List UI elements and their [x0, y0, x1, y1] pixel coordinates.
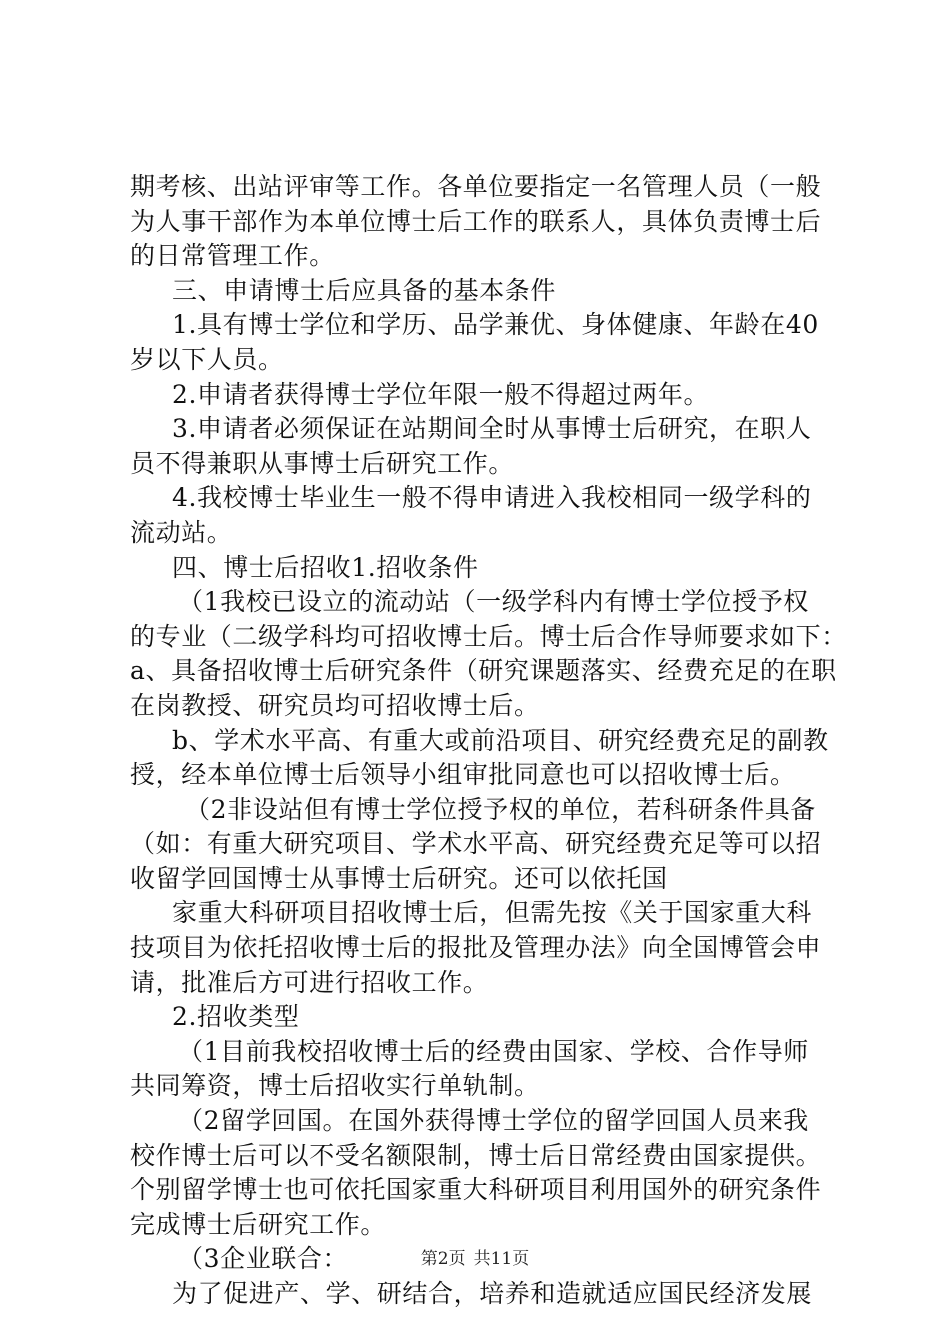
- text-line: （2留学回国。在国外获得博士学位的留学回国人员来我: [178, 1106, 809, 1136]
- page-total: 共11页: [473, 1249, 530, 1269]
- text-line: 收留学回国博士从事博士后研究。还可以依托国: [130, 863, 668, 893]
- text-line: 校作博士后可以不受名额限制，博士后日常经费由国家提供。: [130, 1140, 822, 1170]
- text-line: 期考核、出站评审等工作。各单位要指定一名管理人员（一般: [130, 172, 822, 201]
- section-heading: 四、博士后招收1.招收条件: [172, 552, 479, 582]
- text-line: 流动站。: [130, 517, 233, 547]
- text-line: 2.申请者获得博士学位年限一般不得超过两年。: [172, 379, 710, 409]
- text-line: （1我校已设立的流动站（一级学科内有博士学位授予权: [178, 587, 809, 617]
- text-line: 在岗教授、研究员均可招收博士后。: [130, 690, 540, 720]
- text-line: 技项目为依托招收博士后的报批及管理办法》向全国博管会申: [130, 933, 822, 963]
- text-line: 完成博士后研究工作。: [130, 1209, 387, 1239]
- section-heading: 三、申请博士后应具备的基本条件: [172, 275, 557, 305]
- text-line: b、学术水平高、有重大或前沿项目、研究经费充足的副教: [172, 725, 829, 755]
- text-line: 授，经本单位博士后领导小组审批同意也可以招收博士后。: [130, 760, 796, 790]
- text-line: 的专业（二级学科均可招收博士后。博士后合作导师要求如下：: [130, 621, 847, 651]
- section-heading: 2.招收类型: [172, 1002, 300, 1032]
- document-body: [130, 170, 847, 1312]
- page-number: 第2页: [420, 1249, 466, 1269]
- text-line: 3.申请者必须保证在站期间全时从事博士后研究，在职人: [172, 414, 812, 444]
- text-line: a、具备招收博士后研究条件（研究课题落实、经费充足的在职: [130, 656, 837, 686]
- text-line: 4.我校博士毕业生一般不得申请进入我校相同一级学科的: [172, 483, 812, 513]
- text-line: 为了促进产、学、研结合，培养和造就适应国民经济发展: [172, 1279, 813, 1308]
- page-footer: [0, 1244, 950, 1269]
- text-line: （3企业联合：: [178, 1244, 349, 1274]
- text-line: （2非设站但有博士学位授予权的单位，若科研条件具备: [185, 794, 816, 824]
- text-line: 1.具有博士学位和学历、品学兼优、身体健康、年龄在40: [172, 310, 819, 340]
- text-line: （1目前我校招收博士后的经费由国家、学校、合作导师: [178, 1036, 809, 1066]
- text-line: 个别留学博士也可依托国家重大科研项目利用国外的研究条件: [130, 1175, 822, 1205]
- text-line: 共同筹资，博士后招收实行单轨制。: [130, 1071, 540, 1101]
- text-line: 家重大科研项目招收博士后，但需先按《关于国家重大科: [172, 898, 813, 928]
- text-line: 岁以下人员。: [130, 344, 284, 374]
- text-line: 的日常管理工作。: [130, 241, 335, 271]
- text-line: （如：有重大研究项目、学术水平高、研究经费充足等可以招: [130, 829, 822, 859]
- text-line: 请，批准后方可进行招收工作。: [130, 967, 489, 997]
- text-line: 为人事干部作为本单位博士后工作的联系人，具体负责博士后: [130, 206, 822, 236]
- text-line: 员不得兼职从事博士后研究工作。: [130, 448, 515, 478]
